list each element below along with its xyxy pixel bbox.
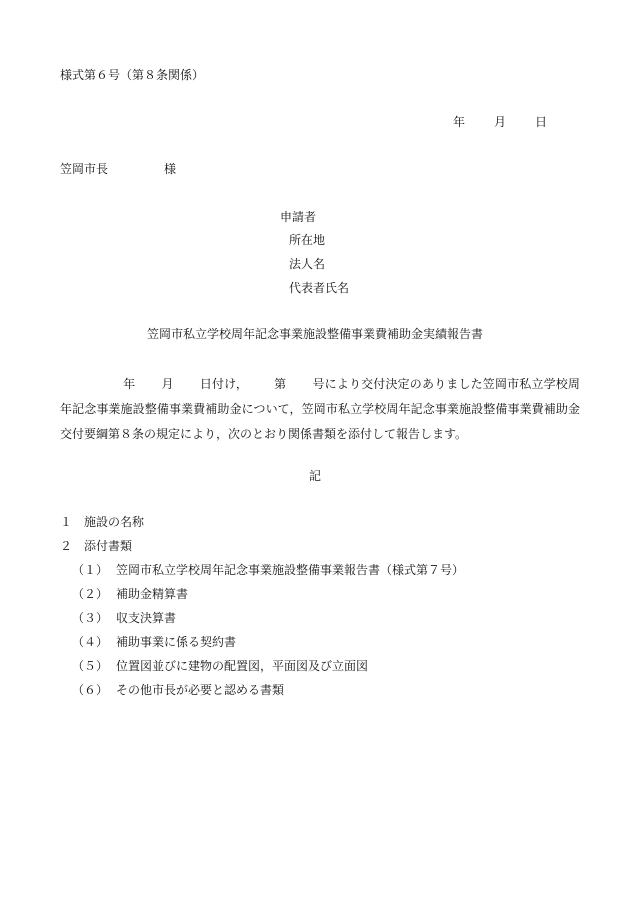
list-item <box>60 534 464 558</box>
body-text: 号により交付決定のありました笠岡市私立学校周年記念事業施設整備事業費補助金について，笠岡市私立学校周年記念事業施設整備事業費補助金交付要綱第８条の規定により，次のとおり関係書類を添付して報告します。 <box>60 377 580 441</box>
ki-heading: 記 <box>308 469 321 483</box>
date-month: 月 <box>494 115 507 129</box>
attachment-item: （３） 収支決算書 <box>72 611 177 625</box>
item-number: １ <box>60 515 73 529</box>
body-day-suffix: 日付け， <box>199 377 248 391</box>
applicant-corporation-label: 法人名 <box>289 257 326 271</box>
addressee-honorific: 様 <box>164 162 177 176</box>
item-label: 添付書類 <box>84 539 133 553</box>
list-item <box>60 510 464 534</box>
applicant-representative-label: 代表者氏名 <box>289 281 350 295</box>
applicant-label: 申請者 <box>280 210 317 224</box>
addressee-line <box>60 163 176 175</box>
body-dai: 第 <box>274 377 287 391</box>
body-year: 年 <box>123 377 136 391</box>
applicant-address-label: 所在地 <box>289 233 326 247</box>
form-number: 様式第６号（第８条関係） <box>60 68 205 82</box>
body-paragraph <box>60 372 580 447</box>
item-list <box>60 510 464 702</box>
attachment-list <box>60 558 464 702</box>
body-month: 月 <box>161 377 174 391</box>
attachment-item: （５） 位置図並びに建物の配置図，平面図及び立面図 <box>72 659 369 673</box>
attachment-item: （１） 笠岡市私立学校周年記念事業施設整備事業報告書（様式第７号） <box>72 563 465 577</box>
date-day: 日 <box>535 115 548 129</box>
addressee: 笠岡市長 <box>60 162 109 176</box>
date-line <box>453 116 547 128</box>
date-year: 年 <box>453 115 466 129</box>
attachment-item: （６） その他市長が必要と認める書類 <box>72 683 285 697</box>
item-number: ２ <box>60 539 73 553</box>
document-title: 笠岡市私立学校周年記念事業施設整備事業費補助金実績報告書 <box>146 327 483 341</box>
item-label: 施設の名称 <box>84 515 145 529</box>
attachment-item: （４） 補助事業に係る契約書 <box>72 635 237 649</box>
attachment-item: （２） 補助金精算書 <box>72 587 189 601</box>
